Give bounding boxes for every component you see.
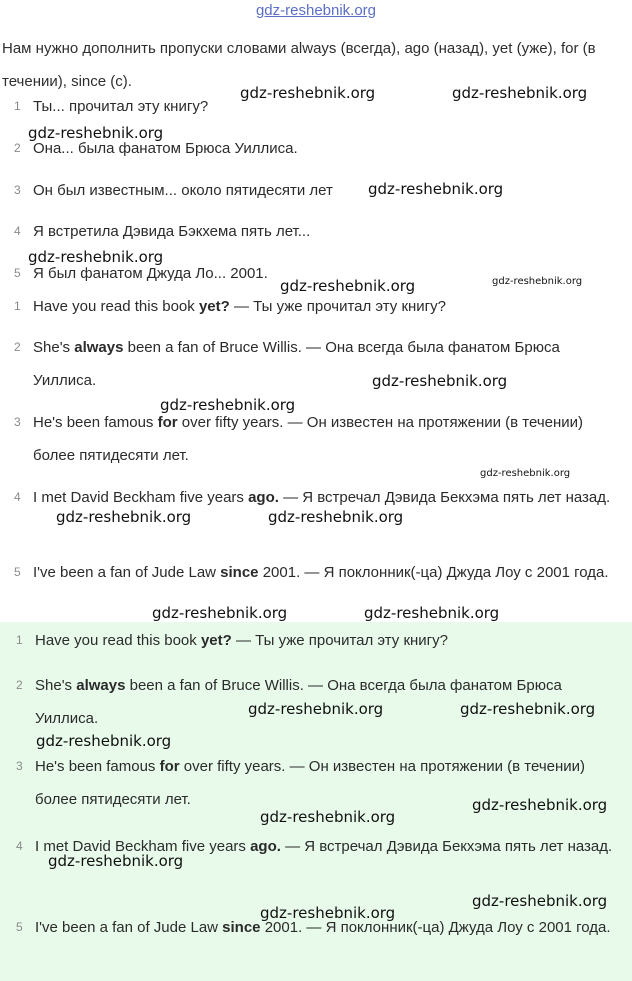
answer-text (35, 624, 627, 657)
task-number: 3 (14, 183, 21, 197)
answer-post: — Я встречал Дэвида Бекхэма пять лет назад. (278, 489, 611, 506)
answer-pre: He's been famous (33, 414, 158, 431)
site-title[interactable]: gdz-reshebnik.org (255, 2, 377, 19)
answer-pre: She's (35, 677, 77, 694)
answer-keyword: since (222, 919, 261, 936)
answer-post: been a fan of Bruce Willis. — Она всегда была фанатом Брюса Уиллиса. (33, 339, 560, 389)
watermark: gdz-reshebnik.org (36, 732, 172, 750)
answer-post: over fifty years. — Он известен на протяжении (в течении) более пятидесяти лет. (35, 758, 586, 808)
watermark: gdz-reshebnik.org (472, 796, 608, 814)
answer-text (33, 331, 623, 397)
answer-pre: I met David Beckham five years (35, 838, 251, 855)
task-number: 1 (14, 99, 21, 113)
answer-number: 3 (14, 415, 21, 429)
answer-pre: She's (33, 339, 75, 356)
answer-post: — Ты уже прочитал эту книгу? (231, 632, 448, 649)
answer-pre: I've been a fan of Jude Law (35, 919, 223, 936)
watermark: gdz-reshebnik.org (372, 372, 508, 390)
watermark: gdz-reshebnik.org (240, 84, 376, 102)
answer-keyword: ago. (248, 489, 279, 506)
answer-text (33, 406, 623, 472)
answer-number: 4 (14, 490, 21, 504)
answer-pre: Have you read this book (33, 298, 199, 315)
answer-post: over fifty years. — Он известен на протяжении (в течении) более пятидесяти лет. (33, 414, 584, 464)
answer-post: 2001. — Я поклонник(-ца) Джуда Лоу с 2001 года. (258, 564, 609, 581)
answer-keyword: since (220, 564, 259, 581)
answer-keyword: ago. (250, 838, 281, 855)
answer-keyword: for (157, 414, 178, 431)
answer-number: 5 (14, 565, 21, 579)
watermark: gdz-reshebnik.org (460, 700, 596, 718)
intro-text: Нам нужно дополнить пропуски словами always (всегда), ago (назад), yet (уже), for (в течении), since (с). (2, 40, 596, 90)
watermark: gdz-reshebnik.org (260, 904, 396, 922)
watermark: gdz-reshebnik.org (364, 604, 500, 622)
answer-post: been a fan of Bruce Willis. — Она всегда была фанатом Брюса Уиллиса. (35, 677, 562, 727)
task-number: 2 (14, 141, 21, 155)
watermark: gdz-reshebnik.org (480, 468, 571, 479)
watermark: gdz-reshebnik.org (160, 396, 296, 414)
answer-keyword: always (76, 677, 126, 694)
watermark: gdz-reshebnik.org (260, 808, 396, 826)
answer-number: 2 (16, 678, 23, 692)
answer-number: 3 (16, 759, 23, 773)
answer-pre: I met David Beckham five years (33, 489, 249, 506)
answer-number: 2 (14, 340, 21, 354)
task-text: Он был известным... около пятидесяти лет (33, 182, 333, 199)
task-text: Ты... прочитал эту книгу? (33, 98, 209, 115)
answer-keyword: always (74, 339, 124, 356)
watermark: gdz-reshebnik.org (280, 277, 416, 295)
watermark: gdz-reshebnik.org (28, 248, 164, 266)
answer-text (33, 556, 623, 589)
answer-keyword: for (159, 758, 180, 775)
answer-pre: He's been famous (35, 758, 160, 775)
watermark: gdz-reshebnik.org (268, 508, 404, 526)
answer-number: 1 (14, 299, 21, 313)
answer-keyword: yet? (198, 298, 230, 315)
answer-post: — Ты уже прочитал эту книгу? (229, 298, 446, 315)
task-text: Она... была фанатом Брюса Уиллиса. (33, 140, 298, 157)
watermark: gdz-reshebnik.org (56, 508, 192, 526)
answer-keyword: yet? (200, 632, 232, 649)
task-text: Я встретила Дэвида Бэкхема пять лет... (33, 223, 311, 240)
watermark: gdz-reshebnik.org (368, 180, 504, 198)
answer-post: — Я встречал Дэвида Бекхэма пять лет назад. (280, 838, 613, 855)
answer-number: 5 (16, 920, 23, 934)
watermark: gdz-reshebnik.org (472, 892, 608, 910)
answer-pre: Have you read this book (35, 632, 201, 649)
answer-pre: I've been a fan of Jude Law (33, 564, 221, 581)
answer-number: 1 (16, 633, 23, 647)
watermark: gdz-reshebnik.org (452, 84, 588, 102)
watermark: gdz-reshebnik.org (248, 700, 384, 718)
task-number: 5 (14, 266, 21, 280)
watermark: gdz-reshebnik.org (48, 852, 184, 870)
task-number: 4 (14, 224, 21, 238)
answer-number: 4 (16, 839, 23, 853)
watermark: gdz-reshebnik.org (492, 276, 583, 287)
task-text: Я был фанатом Джуда Ло... 2001. (33, 265, 268, 282)
watermark: gdz-reshebnik.org (152, 604, 288, 622)
watermark: gdz-reshebnik.org (28, 124, 164, 142)
answer-post: 2001. — Я поклонник(-ца) Джуда Лоу с 2001 года. (260, 919, 611, 936)
